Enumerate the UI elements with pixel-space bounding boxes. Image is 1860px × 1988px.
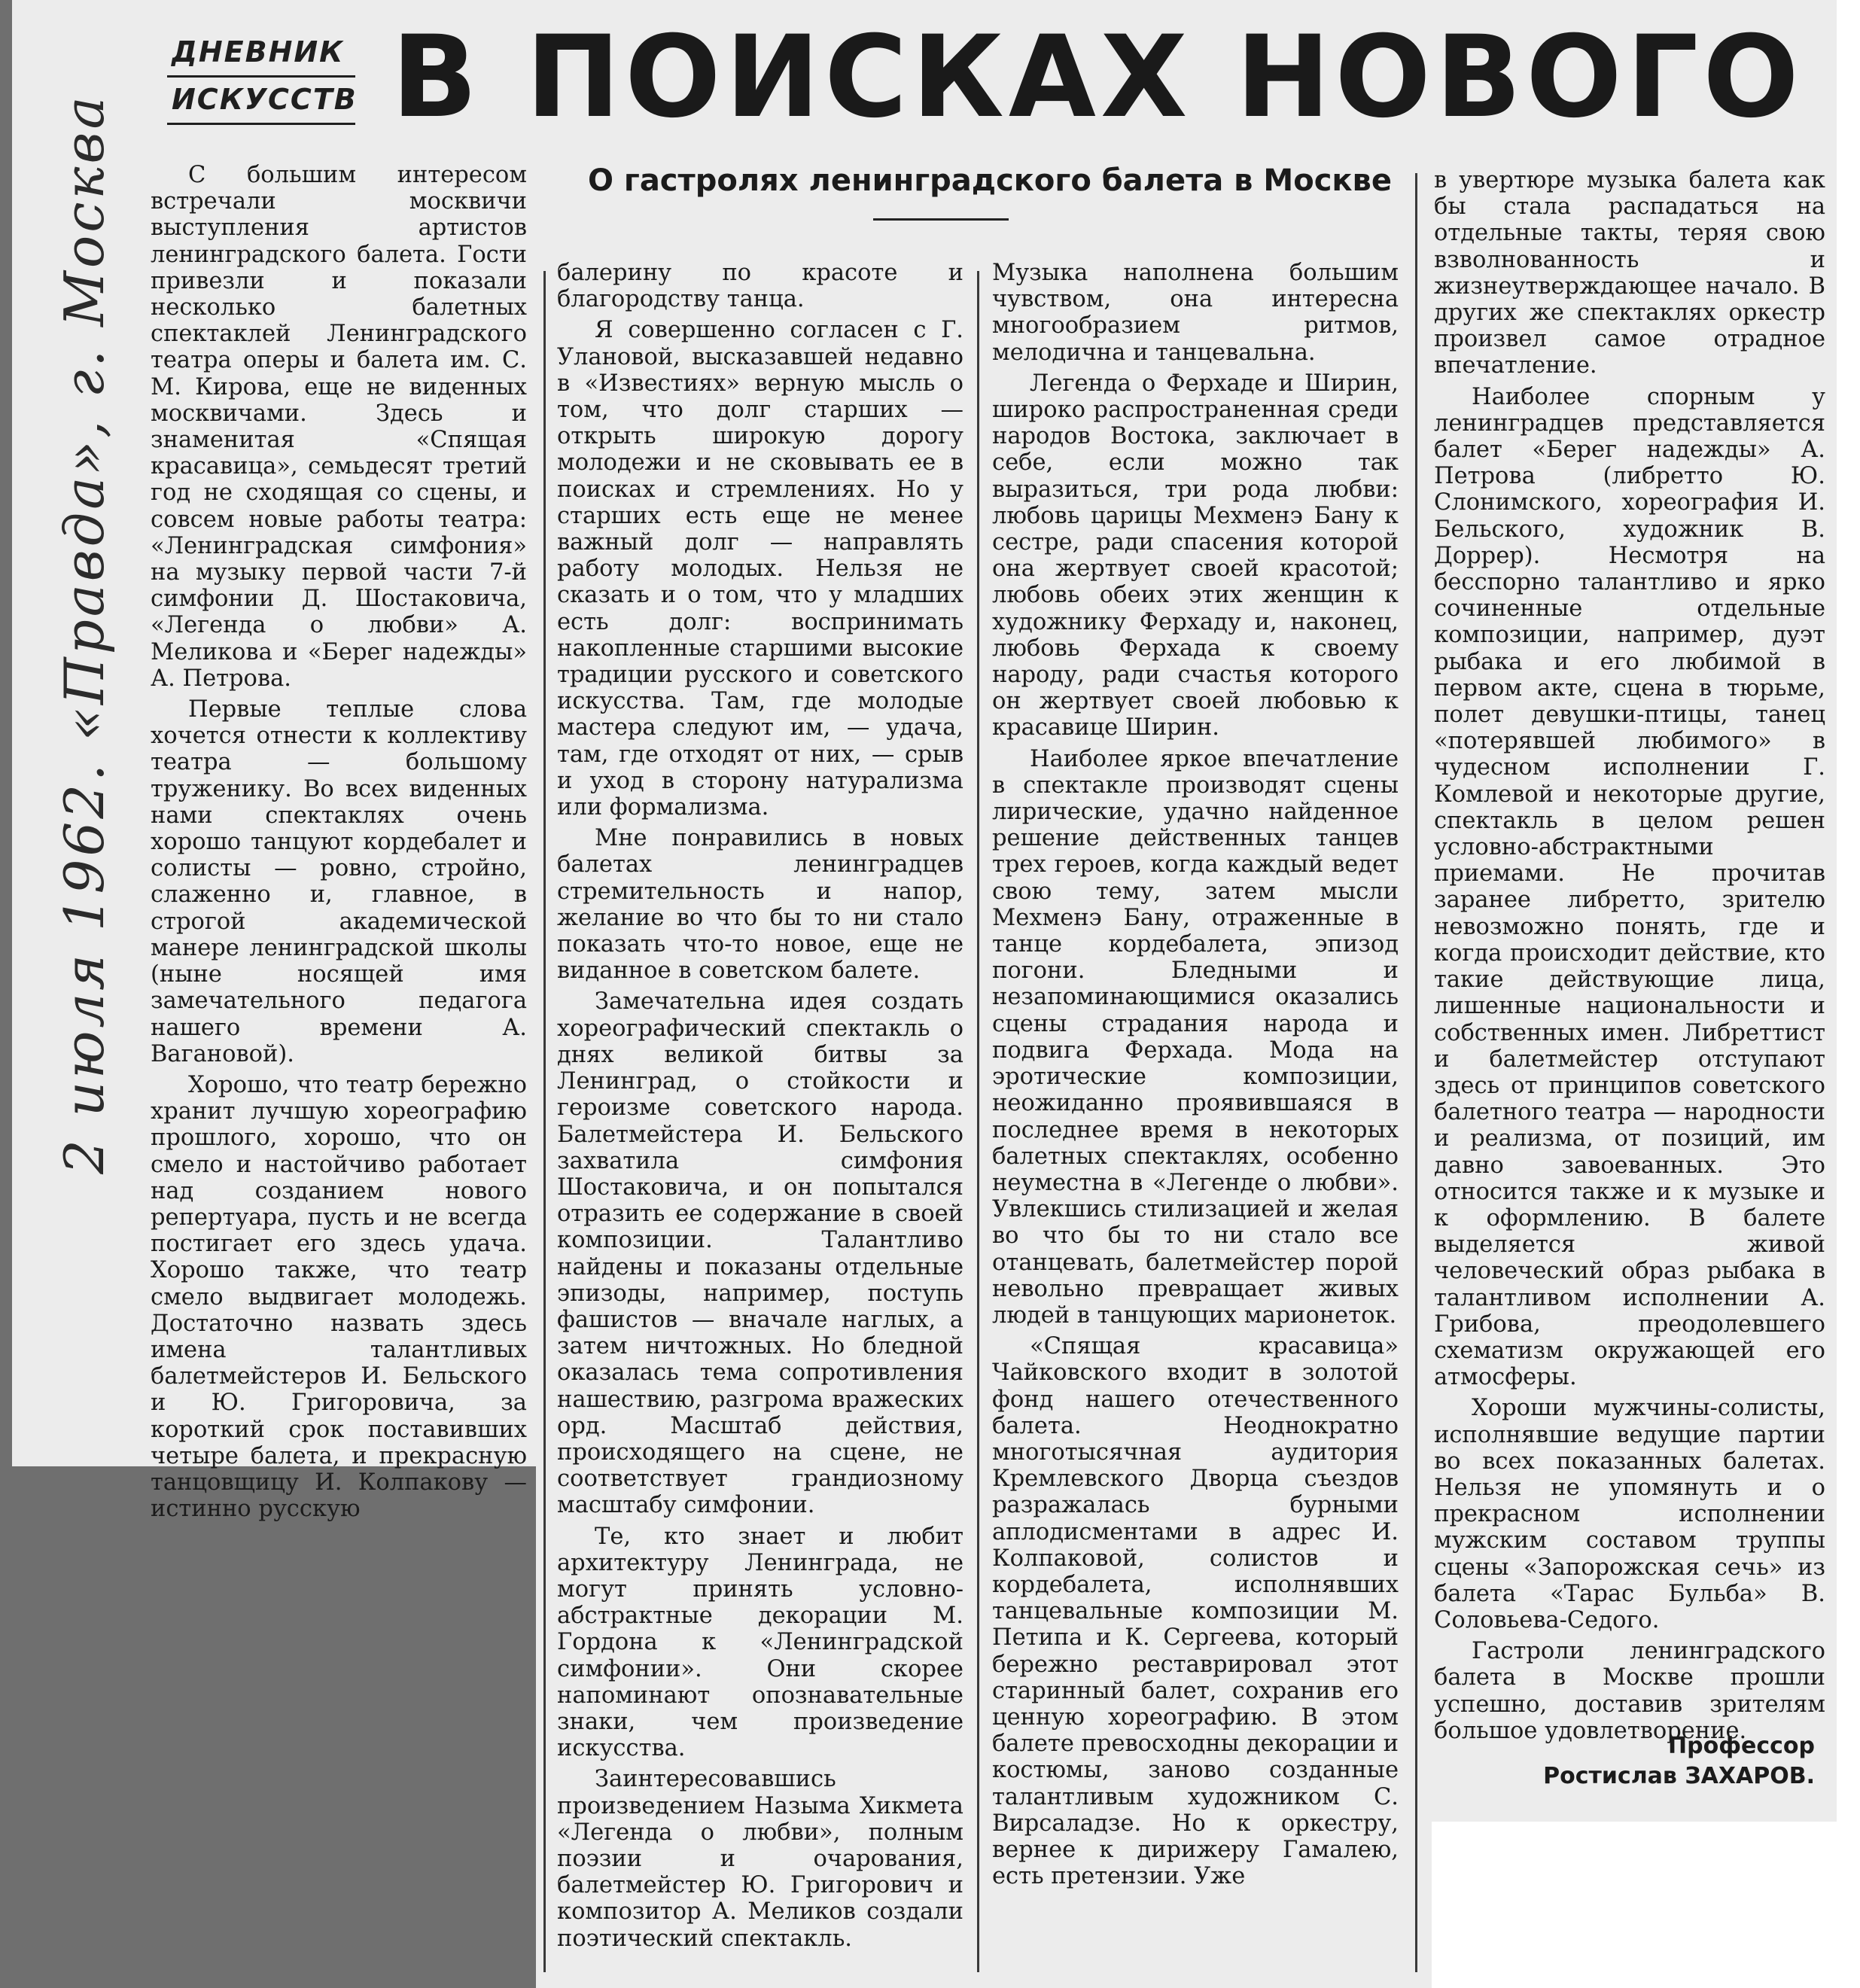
paragraph: Хорошо, что театр бережно хранит лучшую хореографию прошлого, хорошо, что он смело и настойчиво работает над созданием нового репертуара, пусть и не всегда постигает его здесь удача. Хорошо также, что театр смело выдвигает молодежь. Достаточно назвать здесь имена талантливых балетмейстеров И. Бельского и Ю. Григоровича, за короткий срок поставивших четыре балета, и прекрасную танцовщицу И. Колпакову — истинно русскую [151,1071,527,1523]
handwritten-note: 2 июля 1962. «Правда», г. Москва [53,93,116,1174]
paragraph: «Спящая красавица» Чайковского входит в золотой фонд нашего отечественного балета. Неоднократно многотысячная аудитория Кремлевского Дворца съездов разражалась бурными аплодисментами в адрес И. Колпаковой, солистов и кордебалета, исполнявших танцевальные композиции М. Петипа и К. Сергеева, который бережно реставрировал этот старинный балет, сохранив его ценную хореографию. В этом балете превосходны декорации и костюмы, заново созданные талантливым художником С. Вирсаладзе. Но к оркестру, вернее к дирижеру Гамалею, есть претензии. Уже [992,1333,1399,1890]
paragraph: в увертюре музыка балета как бы стала распадаться на отдельные такты, теряя свою взволнованность и жизнеутверждающее начало. В других же спектаклях оркестр произвел самое отрадное впечатление. [1434,167,1825,379]
paragraph: Наиболее яркое впечатление в спектакле производят сцены лирические, удачно найденное решение действенных танцев трех героев, когда каждый ведет свою тему, затем мысли Мехменэ Бану, отраженные в танце кордебалета, эпизод погони. Бледными и незапоминающимися оказались сцены страдания народа и подвига Ферхада. Мода на эротические композиции, неожиданно проявившаяся в последнее время в некоторых балетных спектаклях, особенно неуместна в «Легенде о любви». Увлекшись стилизацией и желая во что бы то ни стало все отанцевать, балетмейстер порой невольно превращает живых людей в танцующих марионеток. [992,745,1399,1329]
article-column-2 [557,260,963,1956]
paragraph: Гастроли ленинградского балета в Москве прошли успешно, доставив зрителям большое удовлетворение. [1434,1638,1825,1744]
paragraph: Наиболее спорным у ленинградцев представляется балет «Берег надежды» А. Петрова (либретто Ю. Слонимского, хореография И. Бельского, художник В. Доррер). Несмотря на бесспорно талантливо и ярко сочиненные отдельные композиции, например, дуэт рыбака и его любимой в первом акте, сцена в тюрьме, полет девушки-птицы, танец «потерявшей любимого» в чудесном исполнении Г. Комлевой и некоторые другие, спектакль в целом решен условно-абстрактными приемами. Не прочитав заранее либретто, зрителю невозможно понять, где и когда происходит действие, кто такие действующие лица, лишенные национальности и собственных имен. Либреттист и балетмейстер отступают здесь от принципов советского балетного театра — народности и реализма, от позиций, им давно завоеванных. Это относится также и к музыке и к оформлению. В балете выделяется живой человеческий образ рыбака в талантливом исполнении А. Грибова, преодолевшего схематизм окружающей его атмосферы. [1434,383,1825,1391]
paragraph: Заинтересовавшись произведением Назыма Хикмета «Легенда о любви», полным поэзии и очарования, балетмейстер Ю. Григорович и композитор А. Меликов создали поэтический спектакль. [557,1766,963,1952]
paragraph: С большим интересом встречали москвичи выступления артистов ленинградского балета. Гости привезли и показали несколько балетных спектаклей Ленинградского театра оперы и балета им. С. М. Кирова, еще не виденных москвичами. Здесь и знаменитая «Спящая красавица», семьдесят третий год не сходящая со сцены, и совсем новые работы театра: «Ленинградская симфония» на музыку первой части 7-й симфонии Д. Шостаковича, «Легенда о любви» А. Меликова и «Берег надежды» А. Петрова. [151,162,527,692]
article-column-1 [151,162,527,1527]
paragraph: Те, кто знает и любит архитектуру Ленинграда, не могут принять условно-абстрактные декорации М. Гордона к «Ленинградской симфонии». Они скорее напоминают опознавательные знаки, чем произведение искусства. [557,1523,963,1762]
author-signature [1288,1731,1815,1792]
article-subheadline: О гастролях ленинградского балета в Москве [587,163,1392,198]
paragraph: Музыка наполнена большим чувством, она интересна многообразием ритмов, мелодична и танцевальна. [992,260,1399,366]
paragraph: Я совершенно согласен с Г. Улановой, высказавшей недавно в «Известиях» верную мысль о том, что долг старших — открыть широкую дорогу молодежи и не сковывать ее в поисках и стремлениях. Но у старших есть еще не менее важный долг — направлять работу молодых. Нельзя не сказать и о том, что у младших есть долг: воспринимать накопленные старшими высокие традиции русского и советского искусства. Там, где молодые мастера следуют им, — удача, там, где отходят от них, — срыв и уход в сторону натурализма или формализма. [557,317,963,821]
article-column-4 [1434,167,1825,1749]
paragraph: Легенда о Ферхаде и Ширин, широко распространенная среди народов Востока, заключает в себе, если можно так выразиться, три рода любви: любовь царицы Мехменэ Бану к сестре, ради спасения которой она жертвует своей красотой; любовь обеих этих женщин к художнику Ферхаду и, наконец, любовь Ферхада к своему народу, ради счастья которого он жертвует своей любовью к красавице Ширин. [992,370,1399,741]
paragraph: Хороши мужчины-солисты, исполнявшие ведущие партии во всех показанных балетах. Нельзя не упомянуть и о прекрасном исполнении мужским составом труппы сцены «Запорожская сечь» из балета «Тарас Бульба» В. Соловьева-Седого. [1434,1395,1825,1633]
article-column-3 [992,260,1399,1894]
section-rubric [167,30,358,125]
column-rule [1415,173,1417,1972]
subheadline-rule [873,218,1009,221]
scan-gray-background-bottom-left [0,1466,536,1988]
rubric-line-1: ДНЕВНИК [167,30,355,78]
article-headline: В ПОИСКАХ НОВОГО [391,12,1804,143]
author-title: Профессор [1668,1733,1815,1759]
author-name: Ростислав ЗАХАРОВ. [1543,1763,1815,1789]
paragraph: балерину по красоте и благородству танца. [557,260,963,313]
column-rule [977,271,979,1972]
paragraph: Замечательна идея создать хореографический спектакль о днях великой битвы за Ленинград, о стойкости и героизме советского народа. Балетмейстера И. Бельского захватила симфония Шостаковича, и он попытался отразить ее содержание в своей композиции. Талантливо найдены и показаны отдельные эпизоды, например, поступь фашистов — вначале наглых, а затем ничтожных. Но бледной оказалась тема сопротивления нашествию, разгрома вражеских орд. Масштаб действия, происходящего на сцене, не соответствует грандиозному масштабу симфонии. [557,988,963,1519]
paragraph: Первые теплые слова хочется отнести к коллективу театра — большому труженику. Во всех виденных нами спектаклях очень хорошо танцуют кордебалет и солисты — ровно, стройно, слаженно и, главное, в строгой академической манере ленинградской школы (ныне носящей имя замечательного педагога нашего времени А. Вагановой). [151,696,527,1067]
paragraph: Мне понравились в новых балетах ленинградцев стремительность и напор, желание во что бы то ни стало показать что-то новое, еще не виданное в советском балете. [557,825,963,985]
column-rule [543,271,546,1972]
rubric-line-2: ИСКУССТВ [167,78,355,125]
